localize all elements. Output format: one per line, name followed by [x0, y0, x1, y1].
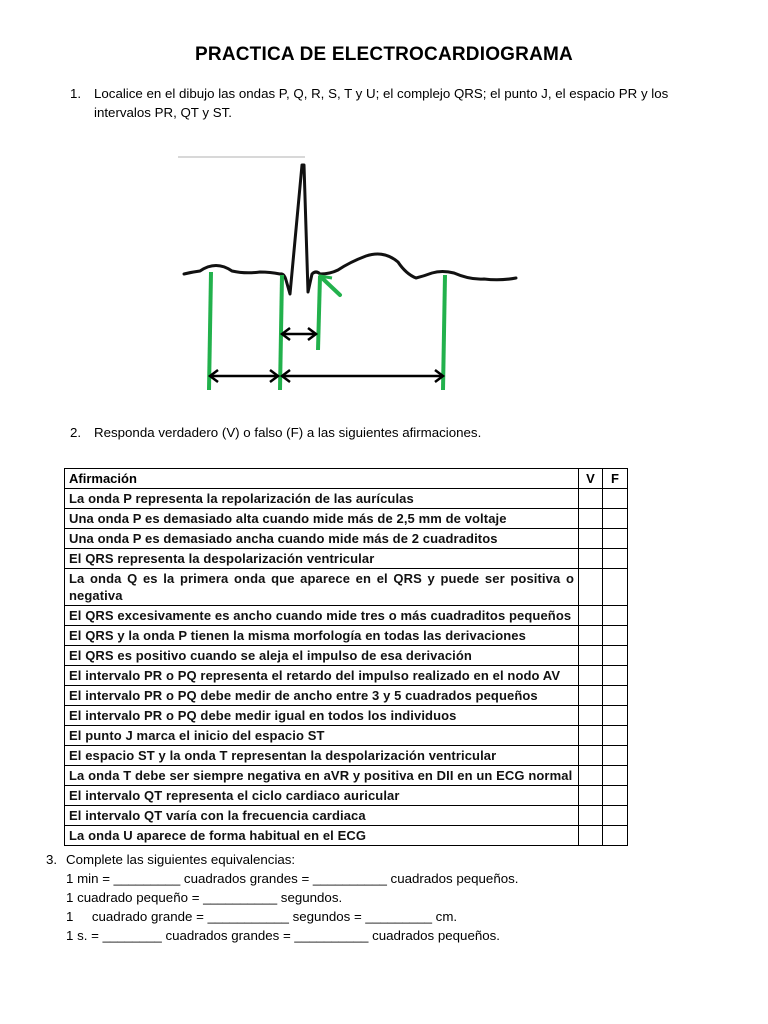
- header-true: V: [579, 469, 603, 489]
- ecg-diagram: [170, 150, 530, 400]
- true-answer-cell[interactable]: [579, 509, 603, 529]
- false-answer-cell[interactable]: [603, 626, 628, 646]
- header-false: F: [603, 469, 628, 489]
- table-row: [65, 606, 628, 626]
- statement-cell: El espacio ST y la onda T representan la despolarización ventricular: [65, 746, 579, 766]
- green-marker-2: [280, 275, 282, 390]
- table-row: [65, 766, 628, 786]
- table-row: [65, 666, 628, 686]
- green-marker-1: [209, 272, 211, 390]
- table-row: [65, 646, 628, 666]
- statement-cell: La onda P representa la repolarización de las aurículas: [65, 489, 579, 509]
- true-answer-cell[interactable]: [579, 606, 603, 626]
- true-answer-cell[interactable]: [579, 826, 603, 846]
- header-statement: Afirmación: [65, 469, 579, 489]
- equivalence-line-4: 1 s. = ________ cuadrados grandes = __________ cuadrados pequeños.: [66, 928, 500, 943]
- question-2-number: 2.: [70, 425, 82, 440]
- question-1: [70, 84, 700, 124]
- true-answer-cell[interactable]: [579, 529, 603, 549]
- question-1-number: 1.: [70, 86, 82, 101]
- false-answer-cell[interactable]: [603, 726, 628, 746]
- true-answer-cell[interactable]: [579, 766, 603, 786]
- false-answer-cell[interactable]: [603, 706, 628, 726]
- page-title: PRACTICA DE ELECTROCARDIOGRAMA: [195, 44, 573, 65]
- false-answer-cell[interactable]: [603, 569, 628, 606]
- statement-cell: El intervalo PR o PQ debe medir igual en todos los individuos: [65, 706, 579, 726]
- false-answer-cell[interactable]: [603, 489, 628, 509]
- false-answer-cell[interactable]: [603, 746, 628, 766]
- table-row: [65, 569, 628, 606]
- statement-cell: El intervalo QT varía con la frecuencia cardiaca: [65, 806, 579, 826]
- green-marker-4: [443, 275, 445, 390]
- true-false-table: [64, 468, 628, 846]
- false-answer-cell[interactable]: [603, 766, 628, 786]
- table-row: [65, 489, 628, 509]
- false-answer-cell[interactable]: [603, 826, 628, 846]
- table-row: [65, 806, 628, 826]
- statement-cell: Una onda P es demasiado ancha cuando mide más de 2 cuadraditos: [65, 529, 579, 549]
- question-1-text: Localice en el dibujo las ondas P, Q, R, S, T y U; el complejo QRS; el punto J, el espacio PR y los intervalos PR, QT y ST.: [94, 86, 669, 120]
- false-answer-cell[interactable]: [603, 549, 628, 569]
- true-answer-cell[interactable]: [579, 786, 603, 806]
- table-row: [65, 626, 628, 646]
- false-answer-cell[interactable]: [603, 806, 628, 826]
- true-answer-cell[interactable]: [579, 626, 603, 646]
- false-answer-cell[interactable]: [603, 666, 628, 686]
- false-answer-cell[interactable]: [603, 509, 628, 529]
- statement-cell: Una onda P es demasiado alta cuando mide más de 2,5 mm de voltaje: [65, 509, 579, 529]
- statement-cell: El intervalo PR o PQ representa el retardo del impulso realizado en el nodo AV: [65, 666, 579, 686]
- statement-cell: El QRS y la onda P tienen la misma morfología en todas las derivaciones: [65, 626, 579, 646]
- true-answer-cell[interactable]: [579, 706, 603, 726]
- table-row: [65, 786, 628, 806]
- question-3-number: 3.: [46, 852, 58, 867]
- false-answer-cell[interactable]: [603, 786, 628, 806]
- false-answer-cell[interactable]: [603, 646, 628, 666]
- true-answer-cell[interactable]: [579, 569, 603, 606]
- statement-cell: El QRS excesivamente es ancho cuando mide tres o más cuadraditos pequeños: [65, 606, 579, 626]
- table-row: [65, 826, 628, 846]
- false-answer-cell[interactable]: [603, 686, 628, 706]
- j-point-arrow: [322, 278, 340, 295]
- true-answer-cell[interactable]: [579, 646, 603, 666]
- true-answer-cell[interactable]: [579, 489, 603, 509]
- true-answer-cell[interactable]: [579, 806, 603, 826]
- statement-cell: La onda U aparece de forma habitual en el ECG: [65, 826, 579, 846]
- false-answer-cell[interactable]: [603, 606, 628, 626]
- table-row: [65, 726, 628, 746]
- question-2: [70, 423, 710, 443]
- table-row: [65, 706, 628, 726]
- table-row: [65, 509, 628, 529]
- true-answer-cell[interactable]: [579, 549, 603, 569]
- question-2-text: Responda verdadero (V) o falso (F) a las siguientes afirmaciones.: [94, 425, 482, 440]
- statement-cell: El QRS es positivo cuando se aleja el impulso de esa derivación: [65, 646, 579, 666]
- statement-cell: La onda T debe ser siempre negativa en aVR y positiva en DII en un ECG normal: [65, 766, 579, 786]
- true-answer-cell[interactable]: [579, 726, 603, 746]
- false-answer-cell[interactable]: [603, 529, 628, 549]
- table-row: [65, 746, 628, 766]
- table-row: [65, 529, 628, 549]
- statement-cell: El intervalo QT representa el ciclo cardiaco auricular: [65, 786, 579, 806]
- equivalence-line-2: 1 cuadrado pequeño = __________ segundos.: [66, 890, 343, 905]
- table-row: [65, 686, 628, 706]
- table-header-row: [65, 469, 628, 489]
- true-answer-cell[interactable]: [579, 686, 603, 706]
- statement-cell: El punto J marca el inicio del espacio ST: [65, 726, 579, 746]
- true-answer-cell[interactable]: [579, 666, 603, 686]
- equivalence-line-3: 1 cuadrado grande = ___________ segundos = _________ cm.: [66, 909, 458, 924]
- question-3-text: Complete las siguientes equivalencias:: [66, 852, 296, 867]
- statement-cell: El intervalo PR o PQ debe medir de ancho entre 3 y 5 cuadrados pequeños: [65, 686, 579, 706]
- true-answer-cell[interactable]: [579, 746, 603, 766]
- statement-cell: El QRS representa la despolarización ventricular: [65, 549, 579, 569]
- ecg-trace: [184, 165, 516, 294]
- statement-cell: La onda Q es la primera onda que aparece en el QRS y puede ser positiva o negativa: [65, 569, 579, 606]
- table-row: [65, 549, 628, 569]
- equivalence-line-1: 1 min = _________ cuadrados grandes = __________ cuadrados pequeños.: [66, 871, 519, 886]
